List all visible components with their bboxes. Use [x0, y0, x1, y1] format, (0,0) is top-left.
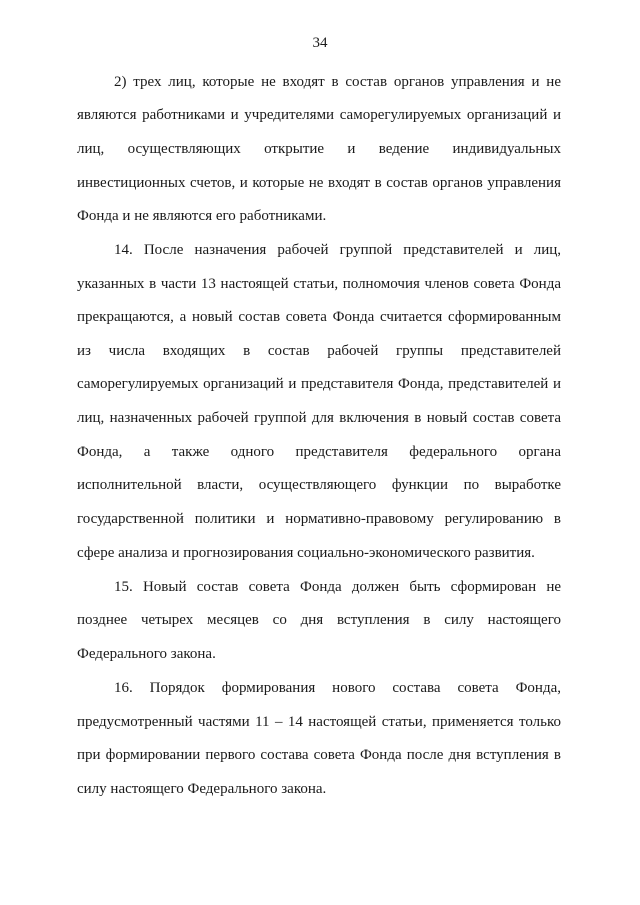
paragraph-line: лиц, назначенных рабочей группой для включения в новый состав совета	[77, 410, 561, 426]
paragraph-line: 16. Порядок формирования нового состава совета Фонда,	[114, 680, 561, 696]
paragraph-line: Федерального закона.	[77, 646, 216, 662]
paragraph-line: из числа входящих в состав рабочей группы представителей	[77, 343, 561, 359]
paragraph-line: предусмотренный частями 11 – 14 настоящей статьи, применяется только	[77, 714, 561, 730]
paragraph-line: лиц, осуществляющих открытие и ведение индивидуальных	[77, 141, 561, 157]
paragraph-line: Фонда и не являются его работниками.	[77, 208, 327, 224]
paragraph-line: являются работниками и учредителями саморегулируемых организаций и	[77, 107, 561, 123]
paragraph-line: государственной политики и нормативно-правовому регулированию в	[77, 511, 561, 527]
paragraph-line: позднее четырех месяцев со дня вступления в силу настоящего	[77, 612, 561, 628]
paragraph-line: сфере анализа и прогнозирования социально-экономического развития.	[77, 545, 535, 561]
paragraph-line: 2) трех лиц, которые не входят в состав органов управления и не	[114, 74, 561, 90]
paragraph-line: 14. После назначения рабочей группой представителей и лиц,	[114, 242, 561, 258]
paragraph-line: Фонда, а также одного представителя федерального органа	[77, 444, 561, 460]
paragraph-line: инвестиционных счетов, и которые не входят в состав органов управления	[77, 175, 561, 191]
paragraph-line: исполнительной власти, осуществляющего функции по выработке	[77, 477, 561, 493]
paragraph-line: 15. Новый состав совета Фонда должен быть сформирован не	[114, 579, 561, 595]
paragraph-line: прекращаются, а новый состав совета Фонда считается сформированным	[77, 309, 561, 325]
paragraph-line: силу настоящего Федерального закона.	[77, 781, 327, 797]
paragraph-line: указанных в части 13 настоящей статьи, полномочия членов совета Фонда	[77, 276, 561, 292]
paragraph-line: при формировании первого состава совета Фонда после дня вступления в	[77, 747, 561, 763]
paragraph-line: саморегулируемых организаций и представителя Фонда, представителей и	[77, 376, 561, 392]
page-number: 34	[312, 35, 328, 51]
